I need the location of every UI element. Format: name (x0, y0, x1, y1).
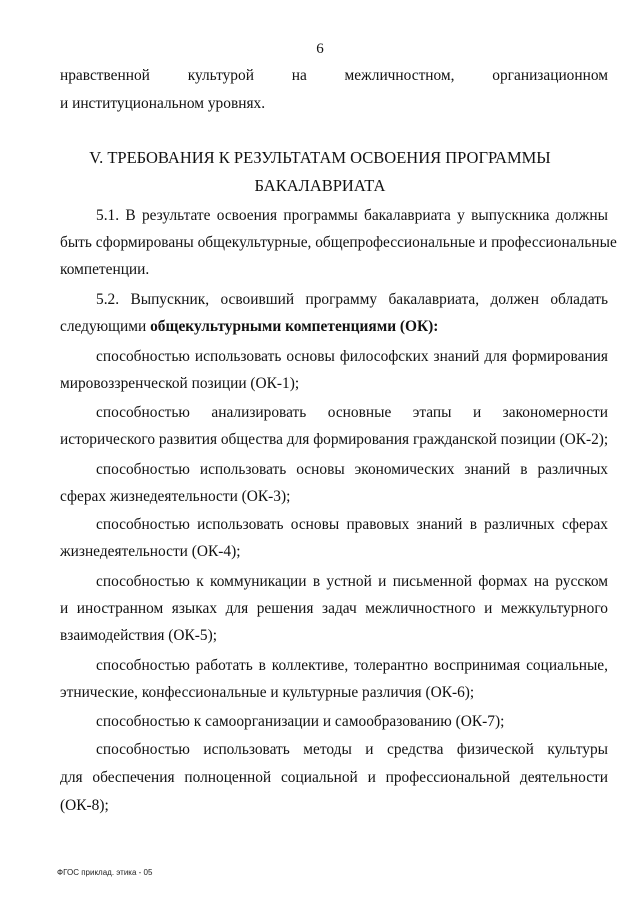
competency-ok5-line-1: способностью к коммуникации в устной и письменной формах на русском (96, 573, 608, 590)
competency-ok6-line-1: способностью работать в коллективе, толерантно воспринимая социальные, (96, 657, 608, 674)
competency-ok6-line-2: этнические, конфессиональные и культурные различия (ОК-6); (60, 684, 475, 701)
competencies-heading: общекультурными компетенциями (ОК): (150, 318, 439, 335)
intro-line-2: и институциональном уровнях. (60, 95, 266, 112)
paragraph-5-1-line-3: компетенции. (60, 261, 150, 278)
competency-ok8-line-2: для обеспечения полноценной социальной и профессиональной деятельности (60, 769, 608, 786)
intro-line-1: нравственной культурой на межличностном, организационном (60, 67, 608, 84)
paragraph-5-1-line-2: быть сформированы общекультурные, общепрофессиональные и профессиональные (60, 234, 617, 251)
competency-ok1-line-1: способностью использовать основы философских знаний для формирования (96, 348, 608, 365)
section-heading-line-1: V. ТРЕБОВАНИЯ К РЕЗУЛЬТАТАМ ОСВОЕНИЯ ПРОГРАММЫ (89, 148, 551, 167)
competency-ok2-line-2: исторического развития общества для формирования гражданской позиции (ОК-2); (60, 431, 609, 448)
competency-ok8-line-1: способностью использовать методы и средства физической культуры (96, 741, 608, 758)
competency-ok4-line-1: способностью использовать основы правовых знаний в различных сферах (96, 516, 608, 533)
paragraph-5-2-line-2 (60, 317, 608, 337)
competency-ok8-line-3: (ОК-8); (60, 797, 109, 814)
competency-ok5-line-2: и иностранном языках для решения задач межличностного и межкультурного (60, 600, 608, 617)
footer-doc-label: ФГОС приклад. этика - 05 (57, 868, 153, 877)
paragraph-5-2-line-1: 5.2. Выпускник, освоивший программу бакалавриата, должен обладать (96, 291, 608, 308)
competency-ok5-line-3: взаимодействия (ОК-5); (60, 627, 218, 644)
competency-ok3-line-2: сферах жизнедеятельности (ОК-3); (60, 488, 291, 505)
section-heading-line-2: БАКАЛАВРИАТА (254, 176, 386, 195)
page-number: 6 (316, 41, 324, 57)
competency-ok2-line-1: способностью анализировать основные этапы и закономерности (96, 404, 608, 421)
competency-ok1-line-2: мировоззренческой позиции (ОК-1); (60, 375, 300, 392)
competency-ok3-line-1: способностью использовать основы экономических знаний в различных (96, 461, 608, 478)
paragraph-5-2-prefix: следующими (60, 318, 151, 335)
competency-ok7-line-1: способностью к самоорганизации и самообразованию (ОК-7); (96, 713, 505, 730)
competency-ok4-line-2: жизнедеятельности (ОК-4); (60, 543, 241, 560)
paragraph-5-1-line-1: 5.1. В результате освоения программы бакалавриата у выпускника должны (96, 207, 608, 224)
